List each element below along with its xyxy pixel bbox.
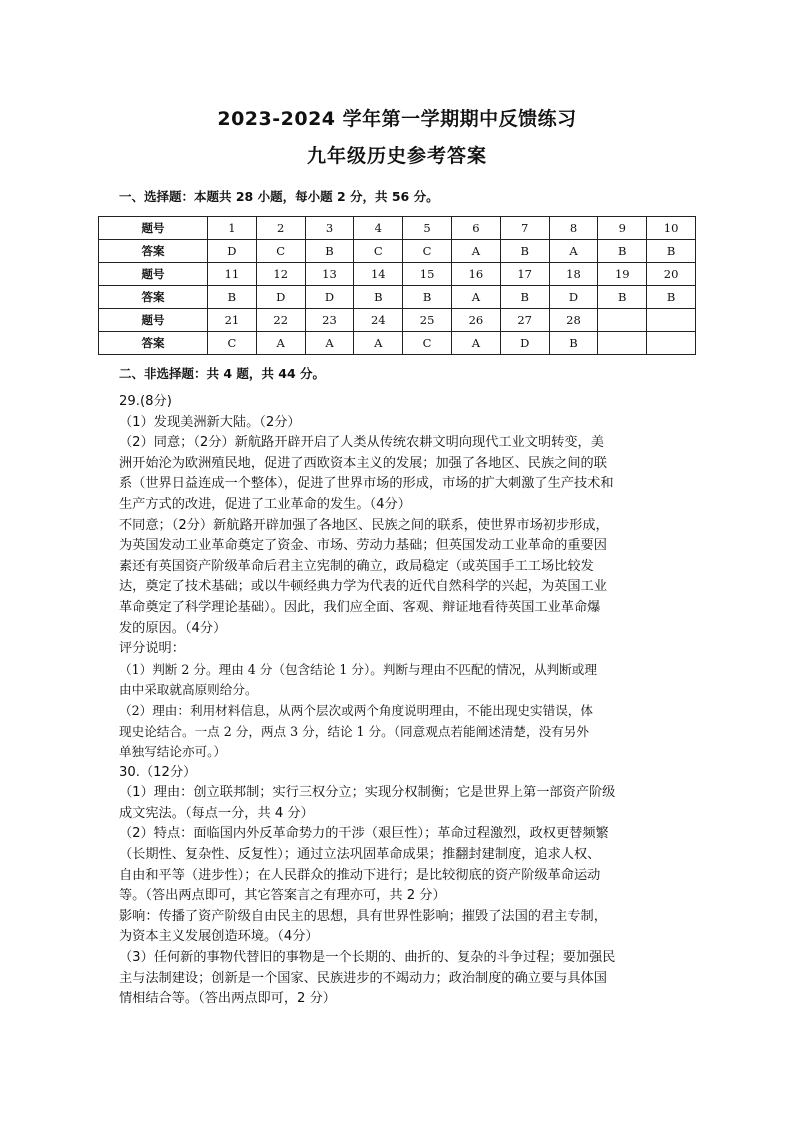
text-line: （2）同意；（2分）新航路开辟开启了人类从传统农耕文明向现代工业文明转变，美 (119, 435, 604, 451)
table-cell: 6 (451, 217, 500, 240)
text-line: 为英国发动工业革命奠定了资金、市场、劳动力基础；但英国发动工业革命的重要因 (119, 538, 607, 554)
table-cell: 22 (256, 309, 305, 332)
table-cell: 15 (403, 263, 452, 286)
table-cell: 5 (403, 217, 452, 240)
text-line: 发的原因。（4分） (119, 620, 227, 636)
table-cell: 10 (647, 217, 696, 240)
text-line: 洲开始沦为欧洲殖民地，促进了西欧资本主义的发展；加强了各地区、民族之间的联 (119, 455, 607, 471)
row-label: 答案 (99, 332, 208, 355)
table-cell: 21 (208, 309, 257, 332)
table-cell: C (403, 332, 452, 355)
table-cell: D (305, 286, 354, 309)
row-label: 答案 (99, 240, 208, 263)
table-cell: 23 (305, 309, 354, 332)
table-cell (598, 309, 647, 332)
text-line: 现史论结合。一点 2 分，两点 3 分，结论 1 分。（同意观点若能阐述清楚，没有另外 (119, 723, 589, 739)
text-line: 系（世界日益连成一个整体），促进了世界市场的形成，市场的扩大刺激了生产技术和 (119, 476, 614, 492)
table-cell: 27 (500, 309, 549, 332)
table-row (99, 332, 696, 355)
table-cell: 9 (598, 217, 647, 240)
text-line: 生产方式的改进，促进了工业革命的发生。（4分） (119, 496, 411, 512)
text-line: 为资本主义发展创造环境。（4分） (119, 929, 319, 945)
table-cell: B (403, 286, 452, 309)
table-cell: B (647, 286, 696, 309)
section-heading-choice: 一、选择题：本题共 28 小题，每小题 2 分，共 56 分。 (119, 189, 439, 204)
table-cell: D (500, 332, 549, 355)
table-cell: 2 (256, 217, 305, 240)
table-cell: A (549, 240, 598, 263)
text-line: 由中采取就高原则给分。 (119, 682, 258, 698)
table-cell: B (354, 286, 403, 309)
row-label: 题号 (99, 217, 208, 240)
table-cell: A (451, 332, 500, 355)
table-row (99, 240, 696, 263)
table-cell: 14 (354, 263, 403, 286)
table-cell (598, 332, 647, 355)
table-cell: B (647, 240, 696, 263)
text-line: 自由和平等（进步性）；在人民群众的推动下进行；是比较彻底的资产阶级革命运动 (119, 867, 601, 883)
table-cell: 20 (647, 263, 696, 286)
text-line: 影响：传播了资产阶级自由民主的思想，具有世界性影响；摧毁了法国的君主专制， (119, 908, 607, 924)
text-line: 不同意；（2分）新航路开辟加强了各地区、民族之间的联系，使世界市场初步形成， (119, 517, 609, 533)
table-cell: 17 (500, 263, 549, 286)
table-cell: D (208, 240, 257, 263)
section-heading-nonchoice: 二、非选择题：共 4 题，共 44 分。 (119, 366, 326, 381)
table-cell: 28 (549, 309, 598, 332)
text-line: 等。（答出两点即可，其它答案言之有理亦可，共 2 分） (119, 888, 446, 904)
text-line: （2）特点：面临国内外反革命势力的干涉（艰巨性）；革命过程激烈，政权更替频繁 (119, 826, 609, 842)
table-cell (647, 309, 696, 332)
table-row (99, 217, 696, 240)
row-label: 答案 (99, 286, 208, 309)
text-line: 素还有英国资产阶级革命后君主立宪制的确立，政局稳定（或英国手工工场比较发 (119, 558, 594, 574)
table-cell: A (256, 332, 305, 355)
table-cell: B (598, 240, 647, 263)
text-line: 主与法制建设；创新是一个国家、民族进步的不竭动力；政治制度的确立要与具体国 (119, 970, 607, 986)
table-cell: 13 (305, 263, 354, 286)
text-line: （3）任何新的事物代替旧的事物是一个长期的、曲折的、复杂的斗争过程；要加强民 (119, 950, 616, 966)
table-cell: C (256, 240, 305, 263)
text-line: 29.(8分) (119, 394, 172, 409)
table-cell: 26 (451, 309, 500, 332)
table-row (99, 309, 696, 332)
text-line: 情相结合等。（答出两点即可，2 分） (119, 991, 336, 1007)
text-line: 革命奠定了科学理论基础）。因此，我们应全面、客观、辩证地看待英国工业革命爆 (119, 599, 601, 615)
text-line: （1）判断 2 分。理由 4 分（包含结论 1 分）。判断与理由不匹配的情况，从判断或理 (119, 661, 597, 677)
table-cell: B (500, 240, 549, 263)
text-line: 评分说明： (119, 641, 185, 657)
text-line: （长期性、复杂性、反复性）；通过立法巩固革命成果；推翻封建制度，追求人权、 (119, 847, 601, 863)
text-line: （1）理由：创立联邦制；实行三权分立；实现分权制衡；它是世界上第一部资产阶级 (119, 785, 616, 801)
table-row (99, 286, 696, 309)
table-cell: A (305, 332, 354, 355)
table-cell: B (208, 286, 257, 309)
table-cell (647, 332, 696, 355)
table-cell: 19 (598, 263, 647, 286)
row-label: 题号 (99, 309, 208, 332)
table-cell: 3 (305, 217, 354, 240)
answer-table (98, 216, 696, 355)
text-line: 单独写结论亦可。） (119, 744, 227, 760)
text-line: 达，奠定了技术基础；或以牛顿经典力学为代表的近代自然科学的兴起，为英国工业 (119, 579, 607, 595)
table-cell: 1 (208, 217, 257, 240)
table-cell: 7 (500, 217, 549, 240)
table-cell: A (451, 240, 500, 263)
table-cell: 12 (256, 263, 305, 286)
answer-body (119, 392, 684, 1010)
table-cell: B (305, 240, 354, 263)
table-cell: D (256, 286, 305, 309)
table-cell: B (500, 286, 549, 309)
table-cell: 25 (403, 309, 452, 332)
table-row (99, 263, 696, 286)
table-cell: D (549, 286, 598, 309)
table-cell: B (598, 286, 647, 309)
text-line: 成文宪法。（每点一分，共 4 分） (119, 805, 314, 821)
text-line: 30.（12分） (119, 764, 197, 780)
table-cell: B (549, 332, 598, 355)
table-cell: C (354, 240, 403, 263)
table-cell: C (403, 240, 452, 263)
table-cell: 16 (451, 263, 500, 286)
table-cell: 24 (354, 309, 403, 332)
table-cell: A (451, 286, 500, 309)
text-line: （2）理由：利用材料信息，从两个层次或两个角度说明理由，不能出现史实错误，体 (119, 702, 593, 718)
table-cell: 18 (549, 263, 598, 286)
table-cell: 11 (208, 263, 257, 286)
document-subtitle: 九年级历史参考答案 (306, 145, 487, 167)
text-line: （1）发现美洲新大陆。（2分） (119, 414, 301, 430)
table-cell: 4 (354, 217, 403, 240)
table-cell: 8 (549, 217, 598, 240)
document-title: 2023-2024 学年第一学期期中反馈练习 (217, 108, 577, 130)
table-cell: A (354, 332, 403, 355)
table-cell: C (208, 332, 257, 355)
row-label: 题号 (99, 263, 208, 286)
